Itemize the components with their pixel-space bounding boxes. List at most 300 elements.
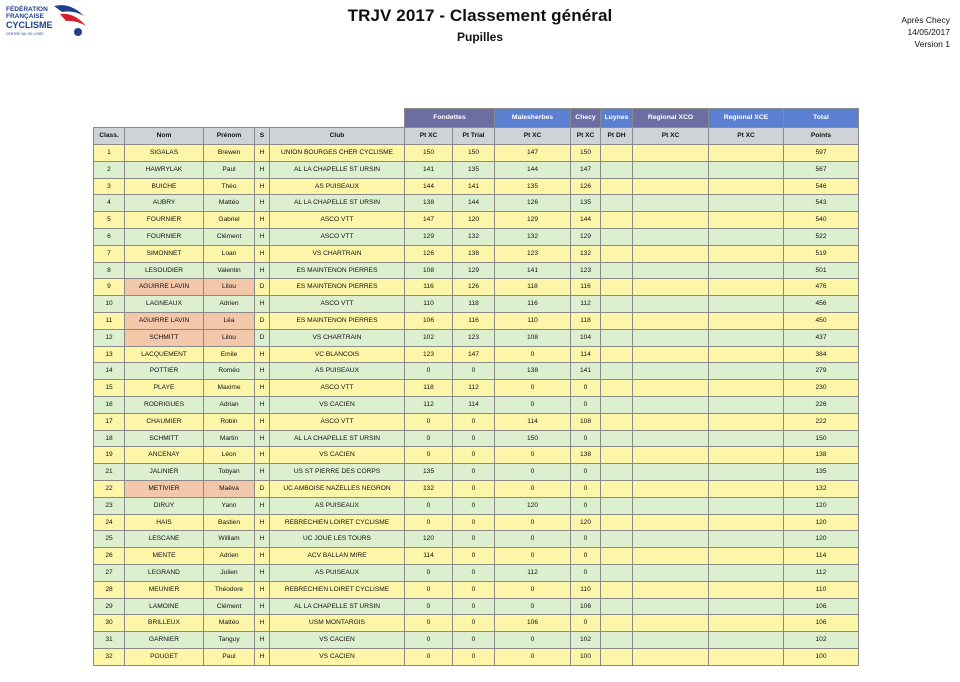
page-title: TRJV 2017 - Classement général (347, 6, 613, 25)
table-cell (709, 145, 784, 162)
table-cell: 0 (495, 514, 571, 531)
table-cell: 0 (405, 632, 453, 649)
table-cell: 0 (405, 413, 453, 430)
table-cell: 546 (784, 178, 859, 195)
table-cell: H (255, 396, 270, 413)
table-cell: AL LA CHAPELLE ST URSIN (270, 430, 405, 447)
table-cell: 116 (405, 279, 453, 296)
table-cell: 112 (784, 564, 859, 581)
table-cell: 104 (571, 329, 601, 346)
table-cell: AGUIRRE LAVIN (125, 312, 204, 329)
table-cell: 106 (495, 615, 571, 632)
ranking-rows (94, 145, 859, 666)
table-row (94, 228, 859, 245)
table-cell: 0 (453, 581, 495, 598)
table-cell: 120 (784, 514, 859, 531)
group-regional-xce: Regional XCE (709, 109, 784, 128)
ranking-table (93, 108, 859, 666)
table-row (94, 581, 859, 598)
table-cell: 0 (405, 581, 453, 598)
table-cell: 132 (784, 480, 859, 497)
table-cell (601, 598, 633, 615)
table-cell: 126 (571, 178, 601, 195)
group-malesherbes: Malesherbes (495, 109, 571, 128)
table-cell: UNION BOURGES CHER CYCLISME (270, 145, 405, 162)
table-cell: 0 (571, 531, 601, 548)
table-cell (633, 161, 709, 178)
table-cell: 0 (453, 480, 495, 497)
table-row (94, 464, 859, 481)
table-cell (601, 464, 633, 481)
table-row (94, 279, 859, 296)
table-cell (601, 346, 633, 363)
table-cell (709, 329, 784, 346)
table-cell (709, 262, 784, 279)
table-cell: LAMOINE (125, 598, 204, 615)
table-row (94, 363, 859, 380)
table-cell (633, 598, 709, 615)
table-cell (633, 632, 709, 649)
table-cell: 226 (784, 396, 859, 413)
table-cell: 0 (453, 430, 495, 447)
table-row (94, 346, 859, 363)
table-cell: AGUIRRE LAVIN (125, 279, 204, 296)
table-cell: 150 (495, 430, 571, 447)
table-cell: 0 (495, 598, 571, 615)
table-cell: 112 (405, 396, 453, 413)
table-cell: ASCO VTT (270, 380, 405, 397)
table-cell: POUGET (125, 648, 204, 665)
table-cell: 118 (571, 312, 601, 329)
table-cell: H (255, 296, 270, 313)
table-cell (709, 480, 784, 497)
table-cell (601, 648, 633, 665)
table-cell: Adrien (204, 548, 255, 565)
table-cell: 0 (571, 430, 601, 447)
group-luynes: Luynes (601, 109, 633, 128)
table-cell: 138 (495, 363, 571, 380)
table-cell (601, 161, 633, 178)
table-cell: ES MAINTENON PIERRES (270, 312, 405, 329)
table-cell: H (255, 228, 270, 245)
table-cell: SIMONNET (125, 245, 204, 262)
table-cell: 0 (571, 396, 601, 413)
table-cell: 11 (94, 312, 125, 329)
table-cell (633, 178, 709, 195)
table-cell: 106 (784, 598, 859, 615)
table-cell: 597 (784, 145, 859, 162)
column-header-row (94, 128, 859, 145)
table-cell: Gabriel (204, 212, 255, 229)
table-cell: 437 (784, 329, 859, 346)
table-cell: 138 (453, 245, 495, 262)
table-cell: 0 (571, 480, 601, 497)
table-cell (709, 245, 784, 262)
table-cell: Mattéo (204, 195, 255, 212)
table-cell: 519 (784, 245, 859, 262)
table-cell: 0 (405, 648, 453, 665)
table-cell: 0 (571, 464, 601, 481)
table-cell: Brewen (204, 145, 255, 162)
table-cell: 19 (94, 447, 125, 464)
table-cell: 120 (405, 531, 453, 548)
table-cell: H (255, 178, 270, 195)
table-cell: 114 (453, 396, 495, 413)
table-row (94, 161, 859, 178)
table-cell: ASCO VTT (270, 413, 405, 430)
table-row (94, 329, 859, 346)
group-total: Total (784, 109, 859, 128)
table-cell: LAGNEAUX (125, 296, 204, 313)
table-cell: 23 (94, 497, 125, 514)
table-cell (633, 312, 709, 329)
column-header: Nom (125, 128, 204, 145)
table-cell: William (204, 531, 255, 548)
table-cell: 123 (571, 262, 601, 279)
table-cell (633, 648, 709, 665)
table-row (94, 548, 859, 565)
column-header: Pt XC (571, 128, 601, 145)
info-date: 14/05/2017 (907, 27, 950, 37)
table-cell: UC AMBOISE NAZELLES NEGRON (270, 480, 405, 497)
table-cell: 456 (784, 296, 859, 313)
table-cell: D (255, 480, 270, 497)
table-cell (633, 430, 709, 447)
column-header: Points (784, 128, 859, 145)
table-cell: Emile (204, 346, 255, 363)
table-cell: 126 (453, 279, 495, 296)
table-cell: 114 (495, 413, 571, 430)
table-cell (709, 531, 784, 548)
table-cell (601, 363, 633, 380)
table-cell: RODRIGUES (125, 396, 204, 413)
table-cell: PLAYE (125, 380, 204, 397)
table-cell: H (255, 581, 270, 598)
table-cell (709, 648, 784, 665)
table-cell: 27 (94, 564, 125, 581)
table-cell: 108 (571, 413, 601, 430)
table-cell: Théo (204, 178, 255, 195)
table-cell (601, 581, 633, 598)
table-cell: 141 (405, 161, 453, 178)
table-cell: 129 (405, 228, 453, 245)
table-cell: H (255, 598, 270, 615)
table-cell (633, 245, 709, 262)
table-cell: AL LA CHAPELLE ST URSIN (270, 195, 405, 212)
table-cell: REBRECHIEN LOIRET CYCLISME (270, 514, 405, 531)
table-cell: AS PUISEAUX (270, 363, 405, 380)
table-cell (601, 212, 633, 229)
table-cell: H (255, 161, 270, 178)
table-cell: 222 (784, 413, 859, 430)
table-cell: VS CACIEN (270, 447, 405, 464)
column-header: Club (270, 128, 405, 145)
table-cell: LEGRAND (125, 564, 204, 581)
table-cell: H (255, 497, 270, 514)
info-after-race: Après Checy (901, 15, 950, 25)
table-cell (601, 380, 633, 397)
table-cell: 24 (94, 514, 125, 531)
table-cell: Julien (204, 564, 255, 581)
table-cell: 110 (784, 581, 859, 598)
table-cell: 0 (495, 396, 571, 413)
table-cell: 16 (94, 396, 125, 413)
table-cell: 150 (571, 145, 601, 162)
table-cell: Lilou (204, 279, 255, 296)
table-cell (601, 178, 633, 195)
table-cell: AS PUISEAUX (270, 564, 405, 581)
table-cell: 0 (495, 632, 571, 649)
table-cell: FOURNIER (125, 212, 204, 229)
table-cell: 21 (94, 464, 125, 481)
table-cell: 110 (405, 296, 453, 313)
table-row (94, 564, 859, 581)
table-cell: 501 (784, 262, 859, 279)
table-cell: 110 (571, 581, 601, 598)
table-cell: 0 (495, 447, 571, 464)
table-cell: VS CHARTRAIN (270, 245, 405, 262)
table-cell (633, 380, 709, 397)
table-cell (601, 480, 633, 497)
table-cell: 138 (405, 195, 453, 212)
table-cell: FOURNIER (125, 228, 204, 245)
table-cell: 138 (784, 447, 859, 464)
table-cell: VS CACIEN (270, 632, 405, 649)
table-cell: 114 (571, 346, 601, 363)
table-cell: Léon (204, 447, 255, 464)
table-cell: 114 (784, 548, 859, 565)
table-row (94, 413, 859, 430)
table-cell (633, 396, 709, 413)
table-cell: 120 (453, 212, 495, 229)
table-cell: 540 (784, 212, 859, 229)
table-cell: H (255, 648, 270, 665)
table-cell: 108 (405, 262, 453, 279)
table-cell (633, 228, 709, 245)
table-cell: 135 (405, 464, 453, 481)
table-cell: 0 (405, 514, 453, 531)
table-cell (601, 514, 633, 531)
table-cell: 7 (94, 245, 125, 262)
table-cell: AS PUISEAUX (270, 178, 405, 195)
table-cell: 0 (495, 380, 571, 397)
table-cell (633, 447, 709, 464)
table-cell: 132 (405, 480, 453, 497)
table-cell: 543 (784, 195, 859, 212)
table-cell: 123 (405, 346, 453, 363)
table-cell: H (255, 514, 270, 531)
table-cell: Léa (204, 312, 255, 329)
table-cell: 6 (94, 228, 125, 245)
table-cell: 135 (495, 178, 571, 195)
table-cell (709, 212, 784, 229)
table-cell: DIRUY (125, 497, 204, 514)
table-cell: 112 (453, 380, 495, 397)
table-cell: H (255, 380, 270, 397)
table-cell (633, 564, 709, 581)
table-cell: 567 (784, 161, 859, 178)
table-cell (709, 346, 784, 363)
table-cell (633, 195, 709, 212)
table-cell: 0 (405, 598, 453, 615)
table-cell (709, 178, 784, 195)
table-cell: JALINIER (125, 464, 204, 481)
table-cell (709, 497, 784, 514)
logo-text-line3: CYCLISME (6, 20, 53, 30)
table-cell: 18 (94, 430, 125, 447)
table-cell: ANCENAY (125, 447, 204, 464)
table-cell: 279 (784, 363, 859, 380)
table-cell: 0 (453, 598, 495, 615)
table-cell: Martin (204, 430, 255, 447)
table-cell (633, 212, 709, 229)
table-cell (601, 195, 633, 212)
table-row (94, 245, 859, 262)
table-cell: 147 (571, 161, 601, 178)
table-cell: 116 (495, 296, 571, 313)
table-cell: 17 (94, 413, 125, 430)
table-cell: 28 (94, 581, 125, 598)
table-cell: USM MONTARGIS (270, 615, 405, 632)
table-cell: H (255, 447, 270, 464)
table-cell: H (255, 464, 270, 481)
column-header: Pt XC (495, 128, 571, 145)
table-cell: SCHMITT (125, 430, 204, 447)
table-cell: 0 (453, 615, 495, 632)
table-cell (709, 430, 784, 447)
table-cell (709, 396, 784, 413)
table-cell: Théodore (204, 581, 255, 598)
table-cell: 22 (94, 480, 125, 497)
table-cell: POTTIER (125, 363, 204, 380)
table-cell (633, 346, 709, 363)
column-header: Pt DH (601, 128, 633, 145)
table-cell (709, 413, 784, 430)
table-cell (633, 145, 709, 162)
table-cell: 10 (94, 296, 125, 313)
table-cell: H (255, 632, 270, 649)
table-cell: ASCO VTT (270, 296, 405, 313)
table-cell: ASCO VTT (270, 228, 405, 245)
table-cell: 112 (571, 296, 601, 313)
table-cell: MEUNIER (125, 581, 204, 598)
table-cell (709, 598, 784, 615)
table-row (94, 531, 859, 548)
table-cell: Paul (204, 648, 255, 665)
table-cell: 0 (405, 615, 453, 632)
table-cell: 13 (94, 346, 125, 363)
table-cell: 120 (784, 497, 859, 514)
table-cell: Bastien (204, 514, 255, 531)
table-cell: 150 (405, 145, 453, 162)
table-cell: Adrian (204, 396, 255, 413)
table-cell (633, 262, 709, 279)
table-cell (633, 615, 709, 632)
group-regional-xco: Regional XCO (633, 109, 709, 128)
table-row (94, 447, 859, 464)
table-cell: 32 (94, 648, 125, 665)
column-header: S (255, 128, 270, 145)
table-cell: 100 (784, 648, 859, 665)
table-cell (633, 296, 709, 313)
table-cell: LESCANE (125, 531, 204, 548)
table-cell: 118 (495, 279, 571, 296)
table-cell: 144 (571, 212, 601, 229)
table-cell: 12 (94, 329, 125, 346)
table-cell (709, 380, 784, 397)
table-cell: Tanguy (204, 632, 255, 649)
table-cell: AUBRY (125, 195, 204, 212)
table-cell: BUICHE (125, 178, 204, 195)
table-cell: 102 (405, 329, 453, 346)
table-cell: Roméo (204, 363, 255, 380)
page-subtitle: Pupilles (456, 30, 503, 44)
table-row (94, 296, 859, 313)
table-row (94, 632, 859, 649)
table-cell: 144 (495, 161, 571, 178)
table-cell: 0 (495, 346, 571, 363)
table-cell: H (255, 548, 270, 565)
logo-text-line4: CENTRE VAL DE LOIRE (6, 32, 44, 36)
table-cell (709, 615, 784, 632)
table-cell: 147 (405, 212, 453, 229)
table-cell (633, 279, 709, 296)
table-row (94, 497, 859, 514)
table-cell: 135 (784, 464, 859, 481)
table-cell (601, 632, 633, 649)
table-cell: Clément (204, 598, 255, 615)
table-cell: 29 (94, 598, 125, 615)
table-cell: H (255, 212, 270, 229)
table-row (94, 598, 859, 615)
table-row (94, 480, 859, 497)
table-cell: 135 (453, 161, 495, 178)
table-cell: VC BLANCOIS (270, 346, 405, 363)
table-cell: METIVIER (125, 480, 204, 497)
table-cell: 15 (94, 380, 125, 397)
table-row (94, 380, 859, 397)
table-cell: 123 (453, 329, 495, 346)
table-cell (601, 312, 633, 329)
table-cell: 141 (453, 178, 495, 195)
table-cell: Tobyan (204, 464, 255, 481)
table-cell: 384 (784, 346, 859, 363)
table-cell: 0 (453, 548, 495, 565)
table-cell: Valentin (204, 262, 255, 279)
table-cell: VS CACIEN (270, 396, 405, 413)
table-cell: 150 (784, 430, 859, 447)
table-cell (633, 531, 709, 548)
table-cell: 0 (453, 464, 495, 481)
table-cell: VS CHARTRAIN (270, 329, 405, 346)
table-cell: H (255, 413, 270, 430)
column-header: Pt XC (405, 128, 453, 145)
table-cell: SCHMITT (125, 329, 204, 346)
table-cell: 0 (495, 548, 571, 565)
table-cell: 0 (405, 430, 453, 447)
table-cell: 150 (453, 145, 495, 162)
table-cell: 230 (784, 380, 859, 397)
table-cell: 100 (571, 648, 601, 665)
table-cell: 4 (94, 195, 125, 212)
table-cell (601, 245, 633, 262)
table-cell: 0 (495, 581, 571, 598)
table-cell: 2 (94, 161, 125, 178)
table-row (94, 195, 859, 212)
table-cell: 141 (571, 363, 601, 380)
table-cell: 0 (495, 531, 571, 548)
table-cell: 116 (453, 312, 495, 329)
